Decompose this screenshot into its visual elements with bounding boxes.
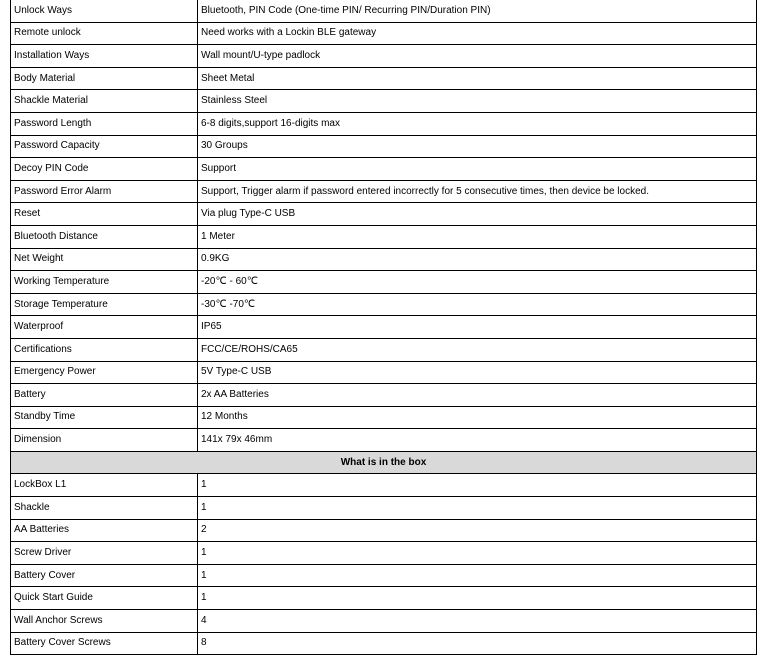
box-item-row [11, 564, 757, 587]
spec-value: FCC/CE/ROHS/CA65 [198, 338, 757, 361]
spec-value: Sheet Metal [198, 67, 757, 90]
box-item-label: Screw Driver [11, 542, 198, 565]
spec-row [11, 361, 757, 384]
spec-row [11, 271, 757, 294]
spec-row [11, 0, 757, 22]
box-item-quantity: 1 [198, 564, 757, 587]
box-item-label: AA Batteries [11, 519, 198, 542]
spec-row [11, 203, 757, 226]
spec-value: 2x AA Batteries [198, 384, 757, 407]
spec-row [11, 45, 757, 68]
spec-value: -30℃ -70℃ [198, 293, 757, 316]
box-item-quantity: 1 [198, 497, 757, 520]
box-item-row [11, 474, 757, 497]
spec-row [11, 225, 757, 248]
box-item-quantity: 4 [198, 610, 757, 633]
spec-value: 0.9KG [198, 248, 757, 271]
box-item-row [11, 587, 757, 610]
spec-label: Dimension [11, 429, 198, 452]
spec-row [11, 248, 757, 271]
spec-table [10, 0, 757, 655]
spec-row [11, 429, 757, 452]
spec-row [11, 180, 757, 203]
section-header-row [11, 451, 757, 474]
spec-value: Support, Trigger alarm if password entered incorrectly for 5 consecutive times, then device be locked. [198, 180, 757, 203]
box-item-label: Battery Cover Screws [11, 632, 198, 655]
spec-label: Body Material [11, 67, 198, 90]
spec-value: Stainless Steel [198, 90, 757, 113]
box-section-title: What is in the box [11, 451, 757, 474]
spec-label: Working Temperature [11, 271, 198, 294]
spec-row [11, 67, 757, 90]
spec-value: 12 Months [198, 406, 757, 429]
spec-value: Wall mount/U-type padlock [198, 45, 757, 68]
spec-label: Net Weight [11, 248, 198, 271]
box-item-quantity: 8 [198, 632, 757, 655]
spec-label: Waterproof [11, 316, 198, 339]
box-item-row [11, 632, 757, 655]
spec-row [11, 112, 757, 135]
box-item-label: Battery Cover [11, 564, 198, 587]
spec-value: 30 Groups [198, 135, 757, 158]
spec-label: Decoy PIN Code [11, 158, 198, 181]
spec-label: Standby Time [11, 406, 198, 429]
spec-value: 1 Meter [198, 225, 757, 248]
box-item-row [11, 519, 757, 542]
spec-label: Reset [11, 203, 198, 226]
spec-table-body [11, 0, 757, 655]
spec-value: Bluetooth, PIN Code (One-time PIN/ Recurring PIN/Duration PIN) [198, 0, 757, 22]
spec-value: 6-8 digits,support 16-digits max [198, 112, 757, 135]
spec-label: Battery [11, 384, 198, 407]
box-item-quantity: 1 [198, 542, 757, 565]
spec-row [11, 90, 757, 113]
spec-value: -20℃ - 60℃ [198, 271, 757, 294]
spec-label: Installation Ways [11, 45, 198, 68]
spec-row [11, 406, 757, 429]
spec-value: Support [198, 158, 757, 181]
box-item-label: Quick Start Guide [11, 587, 198, 610]
spec-row [11, 135, 757, 158]
spec-value: 5V Type-C USB [198, 361, 757, 384]
spec-row [11, 316, 757, 339]
box-item-row [11, 497, 757, 520]
box-item-quantity: 1 [198, 587, 757, 610]
box-item-row [11, 542, 757, 565]
spec-label: Password Error Alarm [11, 180, 198, 203]
spec-row [11, 293, 757, 316]
box-item-row [11, 610, 757, 633]
spec-row [11, 158, 757, 181]
box-item-quantity: 1 [198, 474, 757, 497]
spec-label: Unlock Ways [11, 0, 198, 22]
spec-value: Via plug Type-C USB [198, 203, 757, 226]
box-item-label: LockBox L1 [11, 474, 198, 497]
box-item-label: Wall Anchor Screws [11, 610, 198, 633]
spec-label: Shackle Material [11, 90, 198, 113]
spec-row [11, 338, 757, 361]
spec-value: 141x 79x 46mm [198, 429, 757, 452]
spec-label: Password Length [11, 112, 198, 135]
spec-row [11, 22, 757, 45]
spec-value: Need works with a Lockin BLE gateway [198, 22, 757, 45]
spec-label: Remote unlock [11, 22, 198, 45]
spec-label: Bluetooth Distance [11, 225, 198, 248]
box-item-quantity: 2 [198, 519, 757, 542]
spec-label: Storage Temperature [11, 293, 198, 316]
spec-value: IP65 [198, 316, 757, 339]
box-item-label: Shackle [11, 497, 198, 520]
spec-row [11, 384, 757, 407]
spec-label: Emergency Power [11, 361, 198, 384]
spec-label: Certifications [11, 338, 198, 361]
spec-label: Password Capacity [11, 135, 198, 158]
